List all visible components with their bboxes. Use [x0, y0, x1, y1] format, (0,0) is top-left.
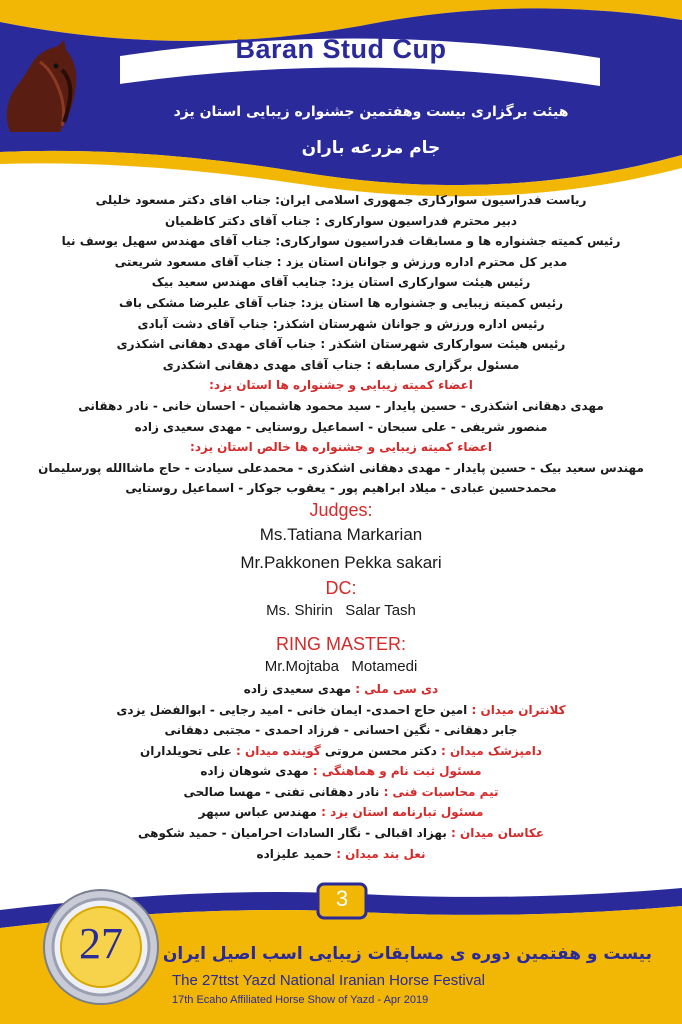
staff-label: مسئول تبارنامه استان یزد : [321, 805, 484, 820]
official-line: رئیس کمیته زیبایی و جشنواره ها استان یزد: جناب آقای علیرضا مشکی باف [119, 295, 563, 310]
staff-pedigree-line [30, 802, 652, 823]
staff-photo-line [30, 823, 652, 844]
staff-value: حمید علیزاده [256, 846, 333, 861]
organizing-committee-heading: هیئت برگزاری بیست وهفتمین جشنواره زیبایی استان یزد [173, 104, 569, 120]
staff-value: نادر دهقانی تفتی - مهسا صالحی [183, 784, 380, 799]
page-number-badge [335, 886, 349, 912]
staff-value: مهندس عباس سپهر [198, 805, 317, 820]
official-line: مدیر کل محترم اداره ورزش و جوانان استان یزد : جناب آقای مسعود شریعتی [114, 254, 568, 269]
official-line: ریاست فدراسیون سوارکاری جمهوری اسلامی ایران: جناب اقای دکتر مسعود خلیلی [95, 193, 587, 207]
event-title: Baran Stud Cup [235, 34, 447, 64]
pure-committee-members: محمدحسین عبادی - میلاد ابراهیم پور - یعقوب جوکار - اسماعیل روستایی [125, 481, 557, 496]
staff-value: امین حاج احمدی- ایمان خانی - امید رجایی - ابوالفضل یزدی [116, 702, 468, 717]
ring-master-name: Mr.Mojtaba Motamedi [264, 657, 418, 675]
pure-committee-members: مهندس سعید بیک - حسین پایدار - مهدی دهقانی اشکذری - محمدعلی سیادت - حاج ماشاالله پورسلیمان [38, 460, 644, 475]
staff-label: نعل بند میدان : [336, 846, 426, 861]
dc-name: Ms. Shirin Salar Tash [266, 601, 416, 619]
staff-label: کلانتران میدان : [471, 702, 566, 717]
judges-heading: Judges: [309, 499, 373, 520]
staff-value: مهدی شوهان زاده [200, 764, 309, 779]
committee-members: مهدی دهقانی اشکذری - حسین پایدار - سید محمود هاشمیان - احسان خانی - نادر دهقانی [78, 398, 604, 413]
staff-tech-line [30, 782, 652, 803]
staff-label: دامپزشک میدان : [441, 743, 542, 758]
judge-name: Ms.Tatiana Markarian [259, 524, 423, 544]
staff-marshals-line-2: جابر دهقانی - نگین احسانی - فرزاد احمدی - مجتبی دهقانی [164, 723, 518, 738]
staff-label: دی سی ملی : [355, 681, 439, 696]
festival-subtitle-en: 17th Ecaho Affiliated Horse Show of Yazd - Apr 2019 [172, 994, 429, 1006]
dc-heading: DC: [325, 577, 357, 598]
staff-value: مهدی سعیدی زاده [243, 681, 352, 696]
staff-value: بهزاد اقبالی - نگار السادات احرامیان - حمید شکوهی [137, 826, 447, 841]
official-line: دبیر محترم فدراسیون سوارکاری : جناب آقای دکتر کاظمیان [164, 213, 518, 228]
committee-heading: اعضاء کمیته زیبایی و جشنواره ها استان یزد: [209, 378, 473, 393]
staff-registration-line [30, 761, 652, 782]
official-line: رئیس هیئت سوارکاری شهرستان اشکذر : جناب آقای مهدی دهقانی اشکذری [116, 337, 566, 352]
committee-members: منصور شریفی - علی سبحان - اسماعیل روستایی - مهدی سعیدی زاده [134, 419, 548, 434]
page-number: 3 [335, 886, 349, 911]
staff-label: تیم محاسبات فنی : [383, 784, 499, 799]
staff-dc-line [30, 679, 652, 700]
cup-name: جام مزرعه باران [301, 138, 441, 158]
judge-name: Mr.Pakkonen Pekka sakari [240, 552, 442, 572]
official-line: رئیس کمیته جشنواره ها و مسابقات فدراسیون سوارکاری: جناب آقای مهندس سهیل یوسف نیا [61, 234, 621, 249]
staff-value: علی تحویلداران [140, 743, 232, 758]
staff-label: عکاسان میدان : [451, 826, 545, 841]
staff-label: مسئول ثبت نام و هماهنگی : [312, 764, 482, 779]
staff-value: دکتر محسن مروتی [324, 743, 437, 758]
festival-title-fa: بیست و هفتمین دوره ی مسابقات زیبایی اسب اصیل ایران [162, 944, 652, 964]
medal-number: 27 [79, 919, 123, 968]
ring-master-heading: RING MASTER: [275, 633, 406, 654]
staff-label: گوینده میدان : [236, 743, 321, 758]
festival-title-en: The 27ttst Yazd National Iranian Horse Festival [172, 972, 485, 989]
official-line: رئیس اداره ورزش و جوانان شهرستان اشکذر: جناب آقای دشت آبادی [137, 316, 545, 331]
staff-vet-line [30, 741, 652, 762]
official-line: مسئول برگزاری مسابقه : جناب آقای مهدی دهقانی اشکذری [162, 357, 520, 372]
pure-committee-heading: اعضاء کمیته زیبایی و جشنواره ها خالص استان یزد: [190, 440, 492, 455]
official-line: رئیس هیئت سوارکاری استان یزد: جنایب آقای مهندس سعید بیک [151, 275, 531, 290]
header-banner [0, 0, 682, 200]
staff-marshals-line [30, 700, 652, 721]
staff-farrier-line [30, 844, 652, 865]
content [30, 190, 652, 864]
